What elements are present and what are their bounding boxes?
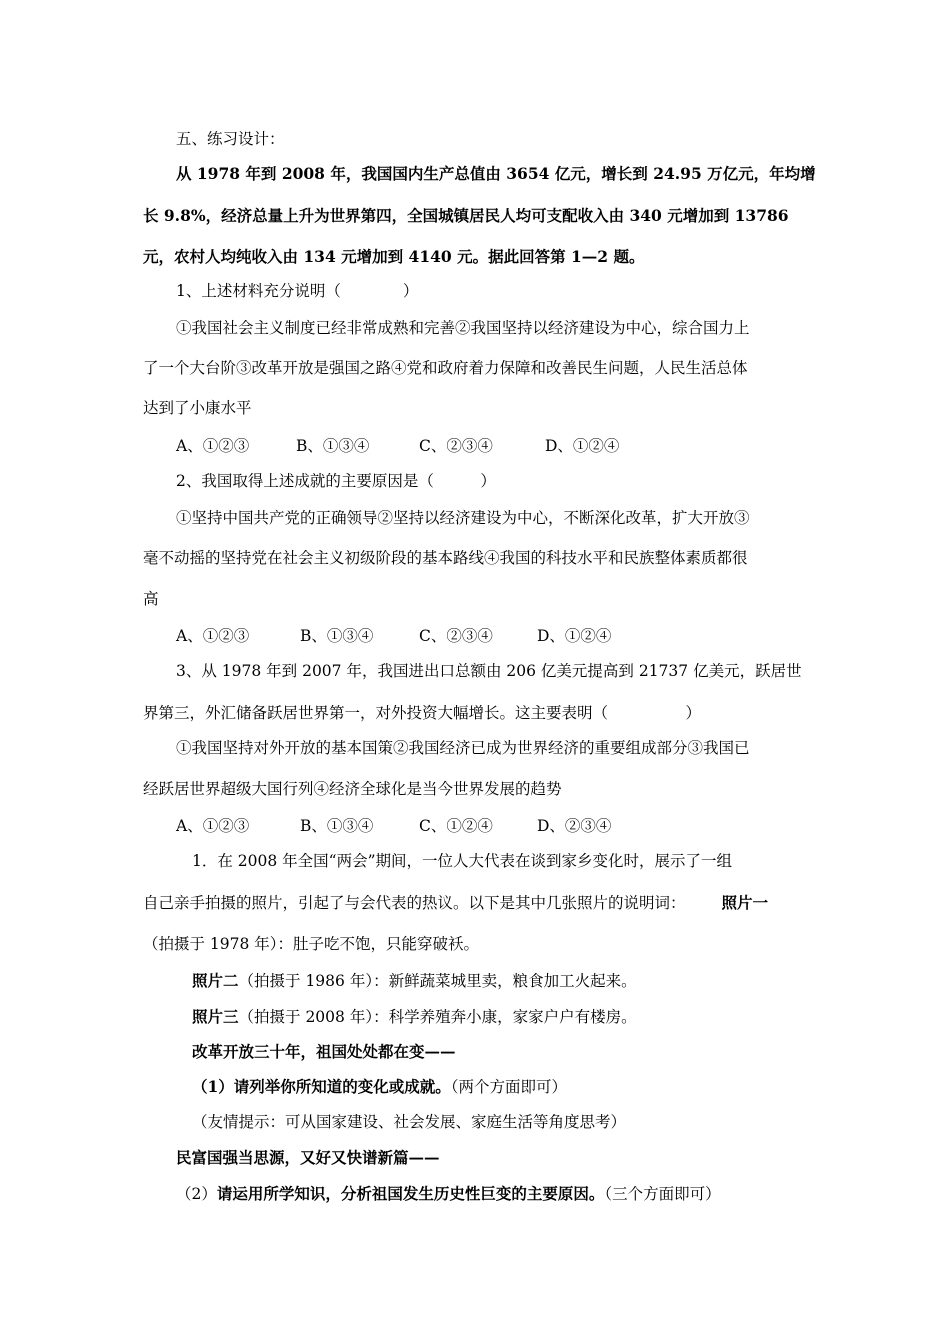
photo-1-label: 照片一 [721, 893, 769, 912]
hint: （友情提示：可从国家建设、社会发展、家庭生活等角度思考） [192, 1113, 627, 1131]
sub-question-2 [176, 1184, 721, 1204]
q2-stem: 2、我国取得上述成就的主要原因是（ ） [176, 472, 496, 490]
heading-reform: 改革开放三十年，祖国处处都在变—— [192, 1042, 456, 1061]
q3-option-d: D、②③④ [537, 817, 612, 835]
section-title: 五、练习设计： [176, 130, 285, 148]
sub-question-1 [192, 1077, 567, 1097]
photo-1-caption: （拍摄于 1978 年）：肚子吃不饱，只能穿破袄。 [143, 935, 480, 953]
q2-option-c: C、②③④ [419, 627, 493, 645]
heading-prosperity: 民富国强当思源，又好又快谱新篇—— [176, 1148, 440, 1167]
sub-question-2-text: 请运用所学知识，分析祖国发生历史性巨变的主要原因。 [216, 1184, 605, 1203]
q4-intro-2-text: 自己亲手拍摄的照片，引起了与会代表的热议。以下是其中几张照片的说明词： [143, 894, 686, 912]
q3-statements-2: 经跃居世界超级大国行列④经济全球化是当今世界发展的趋势 [143, 780, 562, 798]
photo-2 [192, 971, 637, 991]
q4-intro-1: 1．在 2008 年全国“两会”期间，一位人大代表在谈到家乡变化时，展示了一组 [192, 852, 733, 870]
q3-option-c: C、①②④ [419, 817, 493, 835]
sub-question-1-note: （两个方面即可） [450, 1078, 568, 1096]
q3-stem-2: 界第三，外汇储备跃居世界第一，对外投资大幅增长。这主要表明（ ） [143, 704, 702, 722]
sub-question-2-prefix: （2） [176, 1185, 217, 1203]
q2-statements-3: 高 [143, 590, 159, 608]
q4-intro-2 [143, 893, 768, 913]
q1-statements-1: ①我国社会主义制度已经非常成熟和完善②我国坚持以经济建设为中心，综合国力上 [176, 319, 750, 337]
photo-2-caption: （拍摄于 1986 年）：新鲜蔬菜城里卖，粮食加工火起来。 [238, 972, 637, 990]
photo-2-label: 照片二 [192, 971, 239, 990]
q2-option-b: B、①③④ [300, 627, 374, 645]
material-line-2: 长 9.8%，经济总量上升为世界第四，全国城镇居民人均可支配收入由 340 元增加到 13786 [143, 206, 789, 225]
q3-stem-1: 3、从 1978 年到 2007 年，我国进出口总额由 206 亿美元提高到 21737 亿美元，跃居世 [176, 662, 802, 680]
q1-option-d: D、①②④ [545, 437, 620, 455]
q1-statements-2: 了一个大台阶③改革开放是强国之路④党和政府着力保障和改善民生问题，人民生活总体 [143, 359, 748, 377]
q1-option-a: A、①②③ [176, 437, 250, 455]
material-line-3: 元，农村人均纯收入由 134 元增加到 4140 元。据此回答第 1—2 题。 [143, 247, 645, 266]
q1-statements-3: 达到了小康水平 [143, 399, 252, 417]
q2-option-d: D、①②④ [537, 627, 612, 645]
photo-3-label: 照片三 [192, 1007, 239, 1026]
q1-option-c: C、②③④ [419, 437, 493, 455]
photo-3-caption: （拍摄于 2008 年）：科学养殖奔小康，家家户户有楼房。 [238, 1008, 637, 1026]
q2-statements-1: ①坚持中国共产党的正确领导②坚持以经济建设为中心，不断深化改革，扩大开放③ [176, 509, 750, 527]
material-line-1: 从 1978 年到 2008 年，我国国内生产总值由 3654 亿元，增长到 24.95 万亿元，年均增 [176, 164, 816, 183]
q3-option-a: A、①②③ [176, 817, 250, 835]
q3-option-b: B、①③④ [300, 817, 374, 835]
sub-question-2-note: （三个方面即可） [604, 1185, 721, 1203]
photo-3 [192, 1007, 637, 1027]
q2-statements-2: 毫不动摇的坚持党在社会主义初级阶段的基本路线④我国的科技水平和民族整体素质都很 [143, 549, 748, 567]
q3-statements-1: ①我国坚持对外开放的基本国策②我国经济已成为世界经济的重要组成部分③我国已 [176, 739, 750, 757]
sub-question-1-text: （1）请列举你所知道的变化或成就。 [192, 1077, 451, 1096]
q1-option-b: B、①③④ [296, 437, 370, 455]
q1-stem: 1、上述材料充分说明（ ） [176, 282, 419, 300]
q2-option-a: A、①②③ [176, 627, 250, 645]
